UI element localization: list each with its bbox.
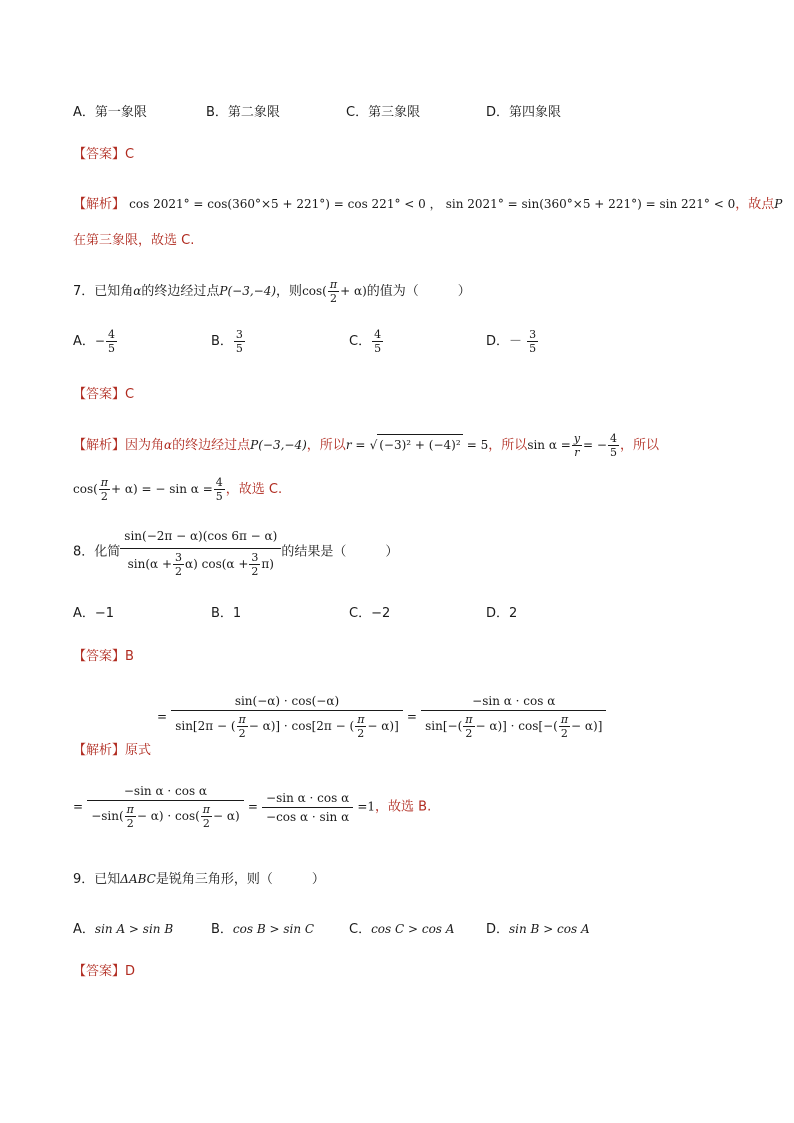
- q7-option-d: D．－ $\frac{3}{5}$: [486, 328, 537, 355]
- sqrt-body: (−3)² + (−4)²: [377, 434, 462, 455]
- q6-sin-expr: sin 2021° = sin(360°×5 + 221°) = sin 221° < 0: [445, 197, 736, 211]
- answer-value: C: [125, 147, 135, 162]
- q9-option-b: B．cos B > sin C: [211, 922, 315, 937]
- q9-option-a: A．sin A > sin B: [73, 922, 174, 937]
- q7-stem: 7．已知角α的终边经过点P(−3,−4)，则cos( $\frac{\pi}{2}$ + α)的值为（ ）: [73, 278, 471, 305]
- q8-analysis-row1: = sin(−α) · cos(−α) sin[2π − ( $\frac{\pi}{2}$ − α)] · cos[2π − ( $\frac{\pi}{2}$ − α)] = −sin α · cos α sin[−( $\frac{\pi}{2}$ − α)] · cos[−( $\frac{\pi}{2}$ − α)]: [157, 694, 606, 740]
- q9-option-d: D．sin B > cos A: [486, 922, 590, 937]
- q8-option-c: C．−2: [349, 606, 391, 621]
- q8-option-d: D．2: [486, 606, 518, 621]
- q8-option-a: A．−1: [73, 606, 115, 621]
- q7-point: P(−3,−4): [219, 284, 277, 298]
- q9-option-c: C．cos C > cos A: [349, 922, 455, 937]
- q8-fraction: sin(−2π − α)(cos 6π − α) sin(α + $\frac{3}{2}$ α) cos(α + $\frac{3}{2}$ π): [120, 526, 281, 578]
- q9-answer: 【答案】D: [73, 964, 136, 979]
- q6-analysis: [73, 194, 782, 215]
- q6-point-label: P: [774, 197, 783, 211]
- q6-option-d: D．第四象限: [486, 105, 562, 120]
- q7-option-a: A．− $\frac{4}{5}$: [73, 328, 115, 355]
- q9-stem: 9．已知ΔABC是锐角三角形，则（ ）: [73, 872, 325, 887]
- q6-option-b: B．第二象限: [206, 105, 280, 120]
- q6-answer: [73, 145, 134, 165]
- q7-analysis: 【解析】因为角α的终边经过点P(−3,−4)，所以r = √ (−3)² + (−4)² = 5，所以sin α = $\frac{y}{r}$ = − $\frac{4}{5}$ ，所以: [73, 432, 659, 459]
- q8-answer: 【答案】B: [73, 649, 134, 664]
- answer-tag: 【答案】: [73, 147, 126, 162]
- q6-option-c: C．第三象限: [346, 105, 421, 120]
- q8-analysis-row2: = −sin α · cos α −sin( $\frac{\pi}{2}$ − α) · cos( $\frac{\pi}{2}$ − α) = $\frac{\text{−sin α · cos α}}{\text{−cos α · sin α}}$ =1，故选 B.: [73, 784, 432, 830]
- q7-analysis-line2: cos( $\frac{\pi}{2}$ + α) = − sin α = $\frac{4}{5}$ ，故选 C.: [73, 476, 283, 503]
- q7-option-b: B． $\frac{3}{5}$: [211, 328, 243, 355]
- q7-answer: 【答案】C: [73, 387, 135, 402]
- q8-option-b: B．1: [211, 606, 242, 621]
- q8-stem: 8．化简 sin(−2π − α)(cos 6π − α) sin(α + $\frac{3}{2}$ α) cos(α + $\frac{3}{2}$ π) 的结果是（ ）: [73, 526, 398, 578]
- q7-option-c: C． $\frac{4}{5}$: [349, 328, 382, 355]
- q8-analysis-label: 【解析】原式: [73, 743, 152, 758]
- q6-option-a: A．第一象限: [73, 105, 147, 120]
- analysis-tag: 【解析】: [73, 197, 126, 212]
- q6-analysis-line2: 在第三象限，故选 C.: [73, 233, 195, 248]
- q6-analysis-tail: ，故点: [735, 197, 775, 212]
- q6-cos-expr: cos 2021° = cos(360°×5 + 221°) = cos 221° < 0 ，: [129, 197, 442, 211]
- fraction: $\frac{\pi}{2}$: [329, 278, 338, 305]
